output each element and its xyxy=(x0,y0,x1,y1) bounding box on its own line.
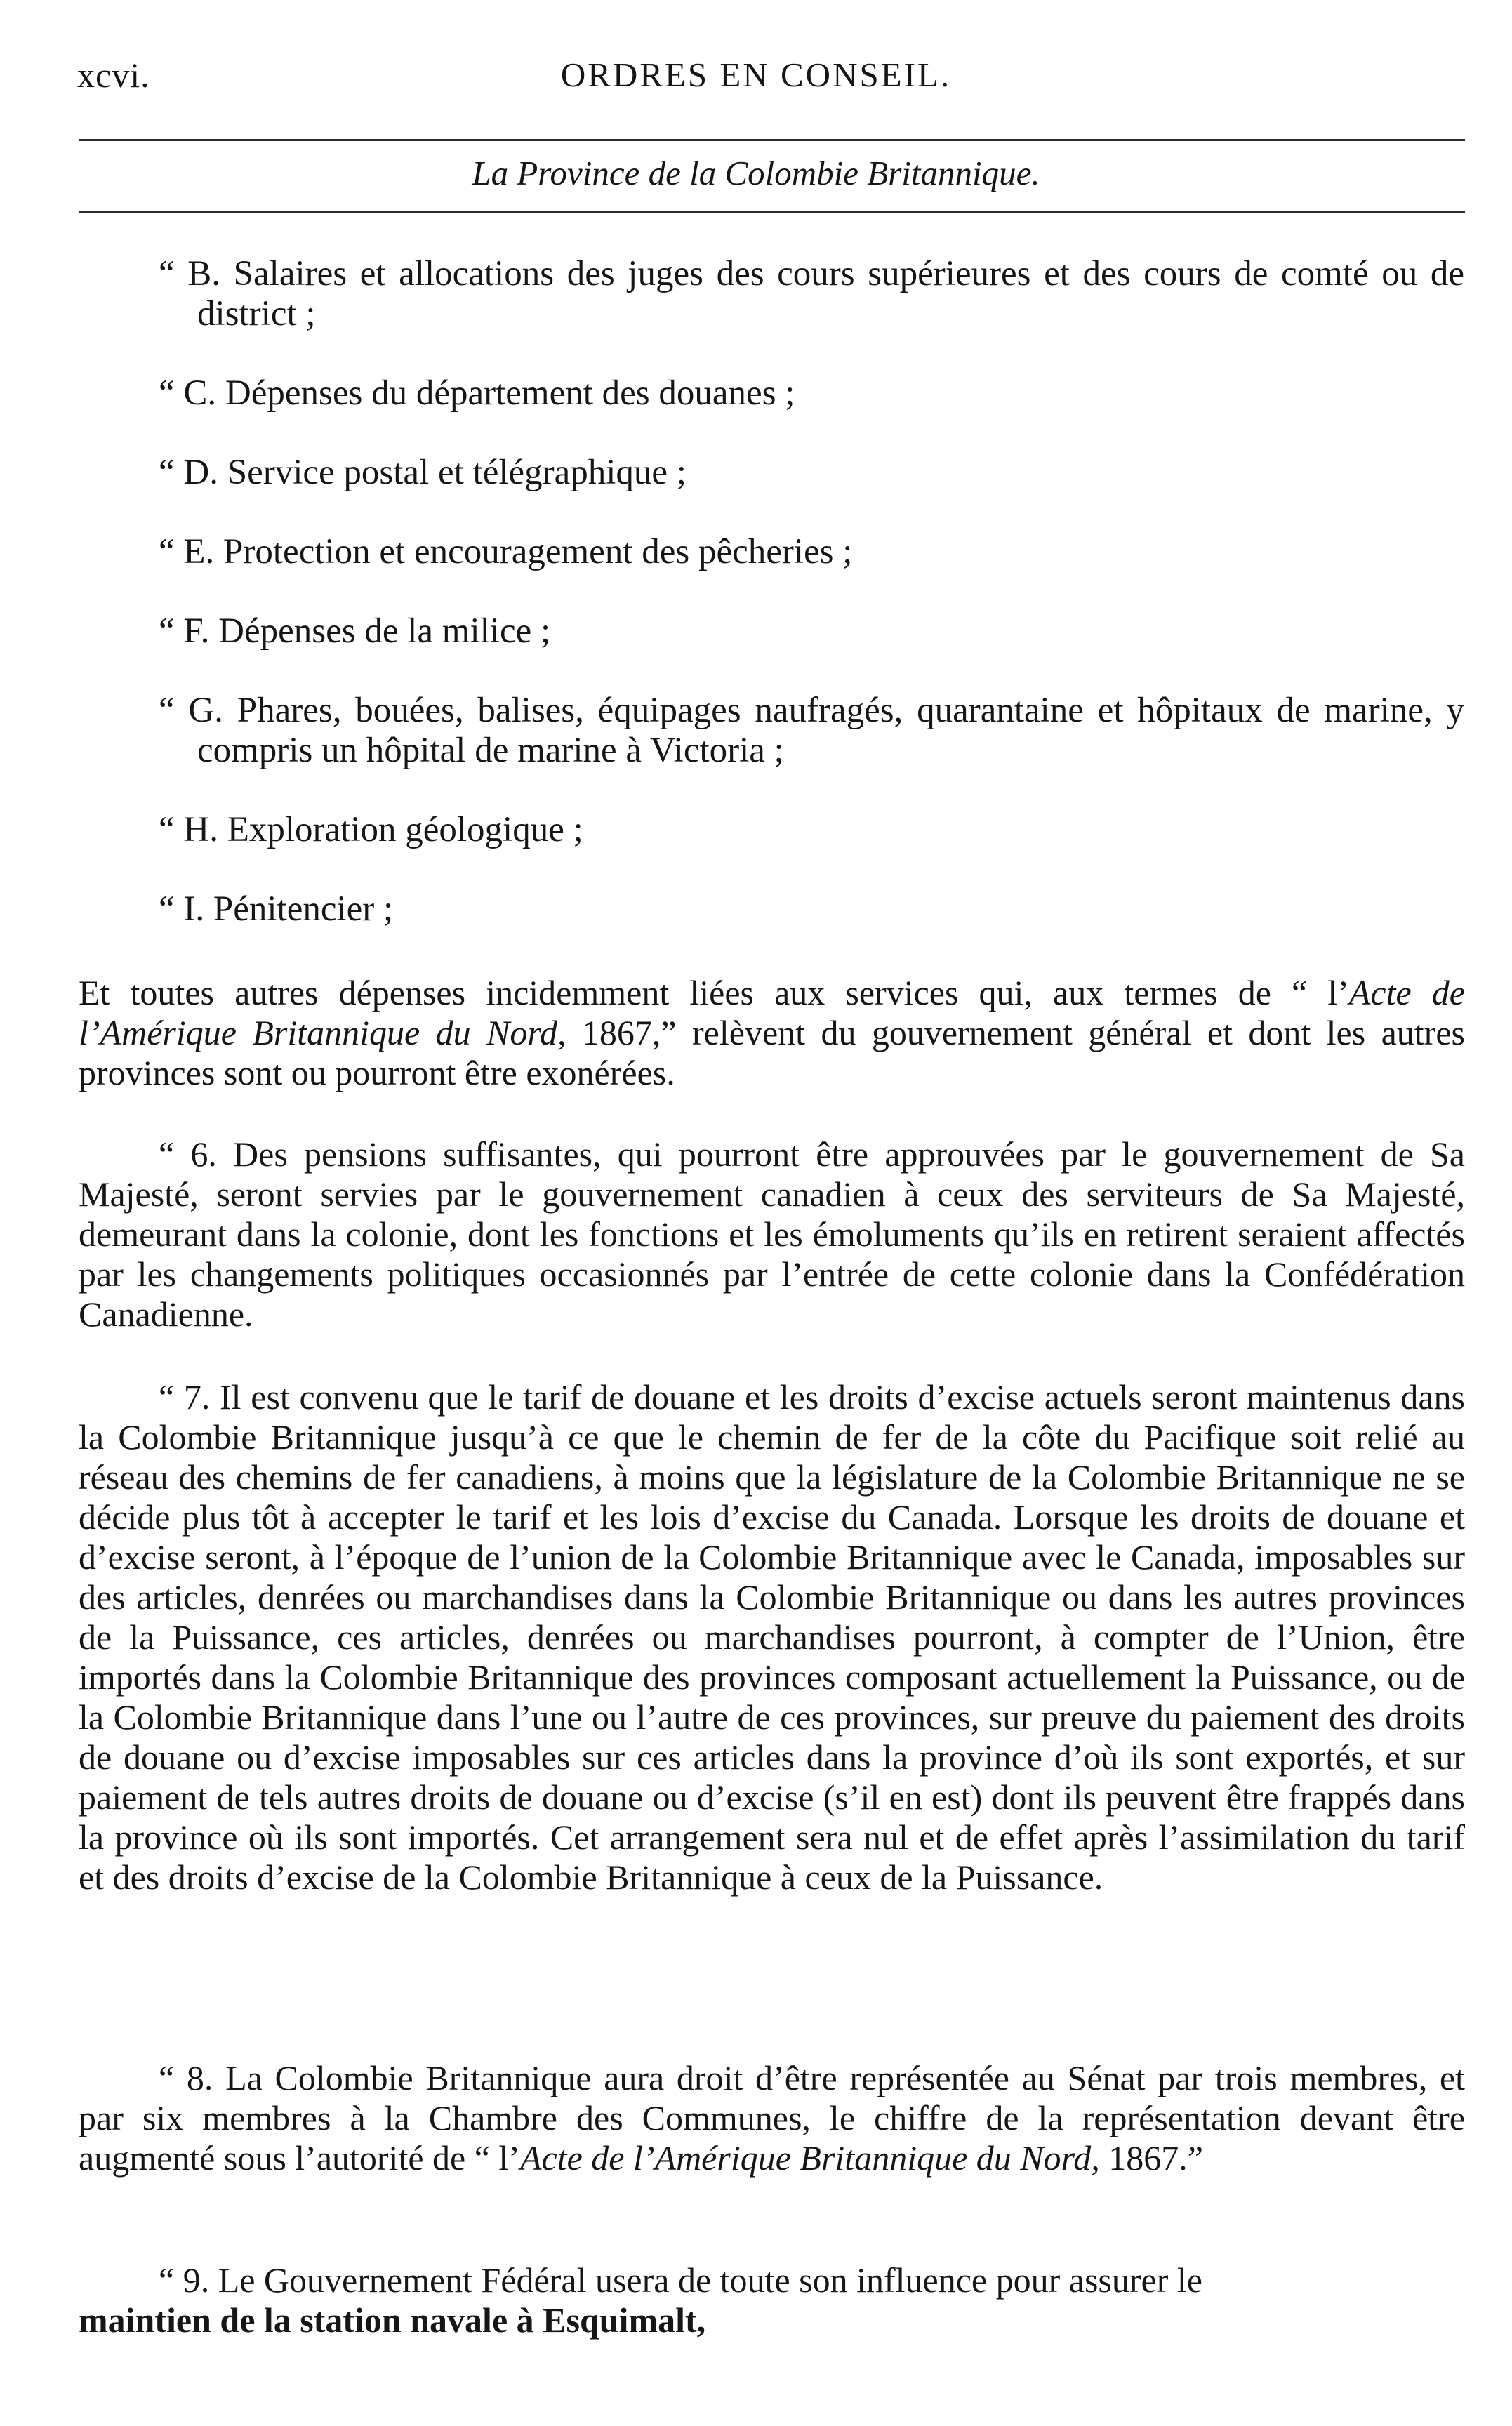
paragraph-9-line-2: maintien de la station navale à Esquimalt, xyxy=(79,2300,706,2340)
paragraph-9 xyxy=(79,2260,1465,2340)
list-item-h: “ H. Exploration géologique ; xyxy=(159,810,583,849)
expense-list xyxy=(159,254,1464,929)
list-item-e: “ E. Protection et encouragement des pêcheries ; xyxy=(159,532,853,571)
paragraph-8-text-start: “ 8. La Colombie Britannique aura droit d’être représentée au Sénat par trois membres, et par six membres à la Chambre des Communes, le chiffre de la représentation devant être augmenté sous l’autorité de “ l’ xyxy=(79,2058,1465,2178)
page-number: xcvi. xyxy=(77,55,150,95)
paragraph-7-text: “ 7. Il est convenu que le tarif de douane et les droits d’excise actuels seront maintenus dans la Colombie Britannique jusqu’à ce que le chemin de fer de la côte du Pacifique soit relié au réseau des chemins de fer canadiens, à moins que la législature de la Colombie Britannique ne se décide plus tôt à accepter le tarif et les lois d’excise du Canada. Lorsque les droits de douane et d’excise seront, à l’époque de l’union de la Colombie Britannique avec le Canada, imposables sur des articles, denrées ou marchandises dans la Colombie Britannique ou dans les autres provinces de la Puissance, ces articles, denrées ou marchandises pourront, à compter de l’Union, être importés dans la Colombie Britannique des provinces composant actuellement la Puissance, ou de la Colombie Britannique dans l’une ou l’autre de ces provinces, sur preuve du paiement des droits de douane ou d’excise imposables sur ces articles dans la province d’où ils sont exportés, et sur paiement de tels autres droits de douane ou d’excise (s’il en est) dont ils peuvent être frappés dans la province où ils sont importés. Cet arrangement sera nul et de effet après l’assimilation du tarif et des droits d’excise de la Colombie Britannique à ceux de la Puissance. xyxy=(79,1377,1465,1897)
act-title: Acte de l’Amérique Britannique du Nord, xyxy=(79,973,1465,1052)
closing-text-end: 1867,” relèvent du gouvernement général et dont les autres provinces sont ou pourront être exonérées. xyxy=(79,1013,1465,1092)
list-item-b: “ B. Salaires et allocations des juges des cours supérieures et des cours de comté ou de district ; xyxy=(159,254,1464,333)
section-title: La Province de la Colombie Britannique. xyxy=(472,154,1040,192)
act-title: Acte de l’Amérique Britannique du Nord, xyxy=(519,2138,1100,2178)
paragraph-6-text: “ 6. Des pensions suffisantes, qui pourront être approuvées par le gouvernement de Sa Majesté, seront servies par le gouvernement canadien à ceux des serviteurs de Sa Majesté, demeurant dans la colonie, dont les fonctions et les émoluments qu’ils en retirent seraient affectés par les changements politiques occasionnés par l’entrée de cette colonie dans la Confédération Canadienne. xyxy=(79,1134,1465,1334)
list-item-d: “ D. Service postal et télégraphique ; xyxy=(159,453,687,492)
paragraph-6 xyxy=(79,1134,1465,1334)
closing-text-start: Et toutes autres dépenses incidemment liées aux services qui, aux termes de “ l’ xyxy=(79,973,1349,1012)
running-head xyxy=(0,55,1512,104)
bottom-rule xyxy=(79,211,1465,213)
list-item-g: “ G. Phares, bouées, balises, équipages naufragés, quarantaine et hôpitaux de marine, y compris un hôpital de marine à Victoria ; xyxy=(159,691,1464,770)
running-title: ORDRES EN CONSEIL. xyxy=(560,55,952,94)
closing-paragraph xyxy=(79,973,1465,1093)
list-item-c: “ C. Dépenses du département des douanes ; xyxy=(159,373,795,413)
paragraph-9-line-1: “ 9. Le Gouvernement Fédéral usera de toute son influence pour assurer le xyxy=(159,2260,1202,2300)
paragraph-8 xyxy=(79,2058,1465,2178)
paragraph-7 xyxy=(79,1377,1465,1897)
list-item-f: “ F. Dépenses de la milice ; xyxy=(159,611,551,651)
list-item-i: “ I. Pénitencier ; xyxy=(159,889,394,929)
top-rule xyxy=(79,139,1465,141)
paragraph-8-text-end: 1867.” xyxy=(1099,2138,1203,2178)
